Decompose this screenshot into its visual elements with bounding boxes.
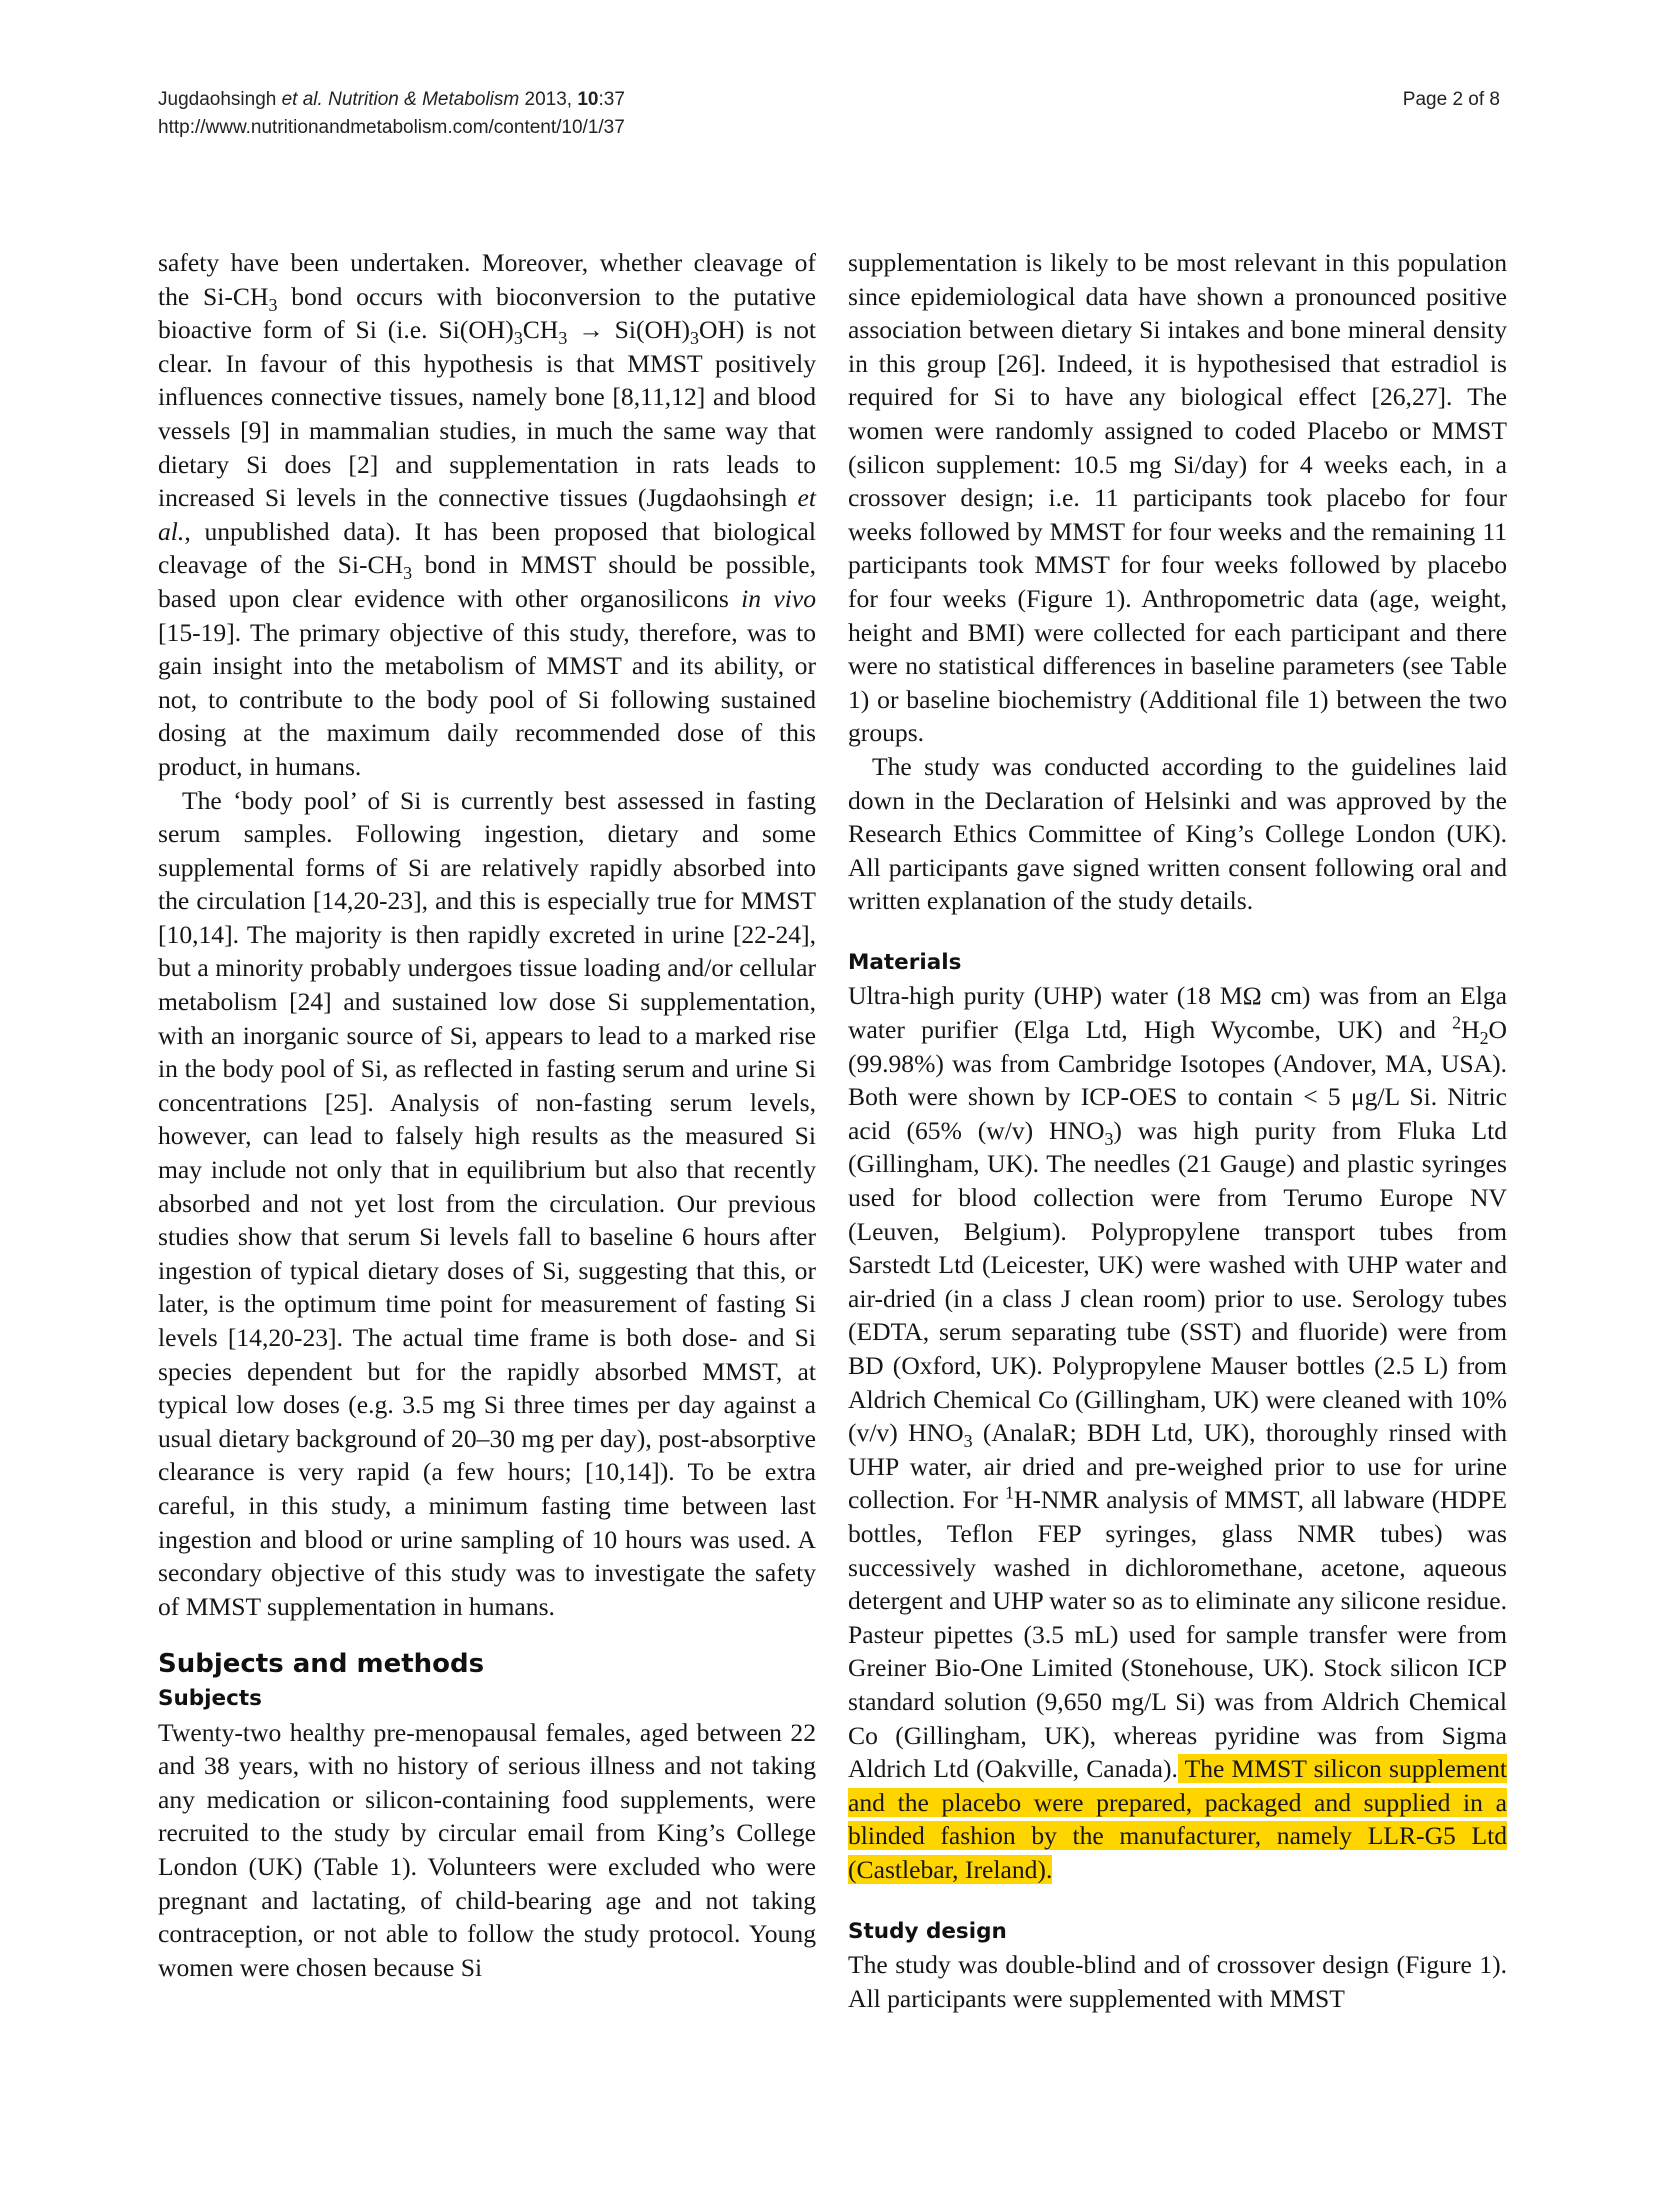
paragraph-body-pool: The ‘body pool’ of Si is currently best assessed in fasting serum samples. Following ingestion, dietary and some supplemental forms of Si are relatively rapidly absorbed into the circulation [14,20-23], and this is especially true for MMST [10,14]. The majority is then rapidly excreted in urine [22-24], but a minority probably undergoes tissue loading and/or cellular metabolism [24] and sustained low dose Si supplementation, with an inorganic source of Si, appears to lead to a marked rise in the body pool of Si, as reflected in fasting serum and urine Si concentrations [25]. Analysis of non-fasting serum levels, however, can lead to falsely high results as the measured Si may include not only that in equilibrium but also that recently absorbed and not yet lost from the circulation. Our previous studies show that serum Si levels fall to baseline 6 hours after ingestion of typical dietary doses of Si, suggesting that this, or later, is the optimum time point for measurement of fasting Si levels [14,20-23]. The actual time frame is both dose- and Si species dependent but for the rapidly absorbed MMST, at typical low doses (e.g. 3.5 mg Si three times per day against a usual dietary background of 20–30 mg per day), post-absorptive clearance is very rapid (a few hours; [10,14]). To be extra careful, in this study, a minimum fasting time between last ingestion and blood or urine sampling of 10 hours was used. A secondary objective of this study was to investigate the safety of MMST supplementation in humans. [158,785,816,1621]
citation-etal: et al. [281,89,323,110]
subheading-study-design: Study design [848,1918,1007,1944]
section-heading-subjects-methods: Subjects and methods [158,1649,485,1680]
citation-article: :37 [598,89,625,110]
citation-block [158,86,625,142]
right-column [848,246,1507,2015]
subheading-subjects: Subjects [158,1685,262,1711]
subheading-materials: Materials [848,949,962,975]
highlighted-text: The MMST silicon supplement and the placebo were prepared, packaged and supplied in a blinded fashion by the manufacturer, namely LLR-G5 Ltd (Castlebar, Ireland). [848,1754,1507,1884]
paragraph-subjects: Twenty-two healthy pre-menopausal females, aged between 22 and 38 years, with no history of serious illness and not taking any medication or silicon-containing food supplements, were recruited to the study by circular email from King’s College London (UK) (Table 1). Volunteers were excluded who were pregnant and lactating, of child-bearing age and not taking contraception, or not able to follow the study protocol. Young women were chosen because Si [158,1717,816,1982]
citation-authors: Jugdaohsingh [158,89,277,110]
paragraph-study-design: The study was double-blind and of crossover design (Figure 1). All participants were supplemented with MMST [848,1950,1507,2013]
paragraph-intro-continued: safety have been undertaken. Moreover, whether cleavage of the $Si-CH_3$ bond occurs with bioconversion to the putative bioactive form of Si (i.e. $Si(OH)_3CH_3 \to Si(OH)_3OH$) is not clear. In favour of this hypothesis is that MMST positively influences connective tissues, namely bone [8,11,12] and blood vessels [9] in mammalian studies, in much the same way that dietary Si does [2] and supplementation in rats leads to increased Si levels in the connective tissues (Jugdaohsingh et al., unpublished data). It has been proposed that biological cleavage of the $Si-CH_3$ bond in MMST should be possible, based upon clear evidence with other organosilicons in vivo [15-19]. The primary objective of this study, therefore, was to gain insight into the metabolism of MMST and its ability, or not, to contribute to the body pool of Si following sustained dosing at the maximum daily recommended dose of this product, in humans. [158,248,817,781]
article-url[interactable]: http://www.nutritionandmetabolism.com/content/10/1/37 [158,117,625,138]
left-column [158,246,816,1984]
paragraph-materials: Ultra-high purity (UHP) water (18 MΩ cm) was from an Elga water purifier (Elga Ltd, High Wycombe, UK) and $^2H_2O$ (99.98%) was from Cambridge Isotopes (Andover, MA, USA). Both were shown by ICP-OES to contain < 5 μg/L Si. Nitric acid (65% (w/v) $HNO_3$) was high purity from Fluka Ltd (Gillingham, UK). The needles (21 Gauge) and plastic syringes used for blood collection were from Terumo Europe NV (Leuven, Belgium). Polypropylene transport tubes from Sarstedt Ltd (Leicester, UK) were washed with UHP water and air-dried (in a class J clean room) prior to use. Serology tubes (EDTA, serum separating tube (SST) and fluoride) were from BD (Oxford, UK). Polypropylene Mauser bottles (2.5 L) from Aldrich Chemical Co (Gillingham, UK) were cleaned with 10% (v/v) $HNO_3$ (AnalaR; BDH Ltd, UK), thoroughly rinsed with UHP water, air dried and pre-weighed prior to use for urine collection. For $^1$H-NMR analysis of MMST, all labware (HDPE bottles, Teflon FEP syringes, glass NMR tubes) was successively washed in dichloromethane, acetone, aqueous detergent and UHP water so as to eliminate any silicone residue. Pasteur pipettes (3.5 mL) used for sample transfer were from Greiner Bio-One Limited (Stonehouse, UK). Stock silicon ICP standard solution (9,650 mg/L Si) was from Aldrich Chemical Co (Gillingham, UK), whereas pyridine was from Sigma Aldrich Ltd (Oakville, Canada). The MMST silicon supplement and the placebo were prepared, packaged and supplied in a blinded fashion by the manufacturer, namely LLR-G5 Ltd (Castlebar, Ireland). [848,981,1507,1884]
page-number: Page 2 of 8 [1402,89,1500,110]
paragraph-supplementation: supplementation is likely to be most relevant in this population since epidemiological data have shown a pronounced positive association between dietary Si intakes and bone mineral density in this group [26]. Indeed, it is hypothesised that estradiol is required for Si to have any biological effect [26,27]. The women were randomly assigned to coded Placebo or MMST (silicon supplement: 10.5 mg Si/day) for 4 weeks each, in a crossover design; i.e. 11 participants took placebo for four weeks followed by MMST for four weeks and the remaining 11 participants took MMST for four weeks followed by placebo for four weeks (Figure 1). Anthropometric data (age, weight, height and BMI) were collected for each participant and there were no statistical differences in baseline parameters (see Table 1) or baseline biochemistry (Additional file 1) between the two groups. [848,248,1507,748]
citation-line [158,86,625,114]
citation-year: 2013, [524,89,573,110]
journal-name: Nutrition & Metabolism [328,89,520,110]
paragraph-ethics: The study was conducted according to the guidelines laid down in the Declaration of Helsinki and was approved by the Research Ethics Committee of King’s College London (UK). All participants gave signed written consent following oral and written explanation of the study details. [848,751,1507,916]
citation-volume: 10 [577,89,599,110]
